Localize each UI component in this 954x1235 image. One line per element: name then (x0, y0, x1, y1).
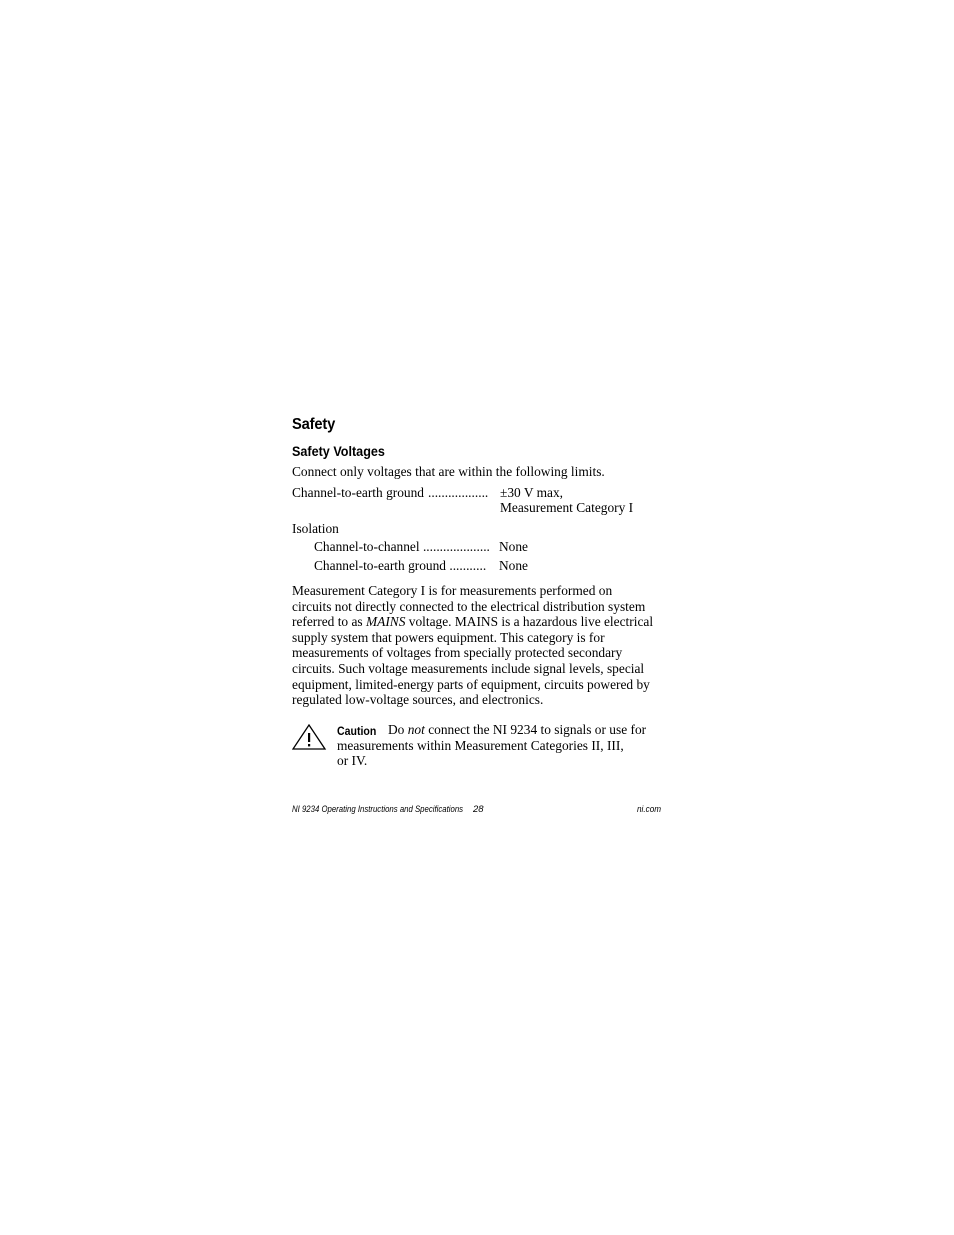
paragraph-text: voltage. MAINS is a hazardous live electrical (405, 614, 654, 630)
paragraph-line: equipment, limited-energy parts of equipment, circuits powered by (292, 676, 650, 692)
intro-text: Connect only voltages that are within the following limits. (292, 464, 605, 479)
spec-value-line2: Measurement Category I (500, 500, 634, 515)
mains-emphasis: MAINS (365, 614, 406, 630)
caution-text (337, 722, 667, 769)
caution-label: Caution (337, 724, 377, 738)
body-paragraph (292, 583, 664, 708)
section-title: Safety (292, 416, 336, 433)
subsection-title: Safety Voltages (292, 443, 385, 459)
footer-doc-title: NI 9234 Operating Instructions and Specifications (292, 804, 464, 815)
isolation-row-label: Channel-to-channel .................... (314, 539, 490, 554)
isolation-row-label: Channel-to-earth ground ........... (314, 558, 487, 573)
paragraph-line (292, 614, 664, 630)
warning-triangle-icon (292, 724, 328, 750)
paragraph-line: regulated low-voltage sources, and electronics. (292, 692, 544, 708)
spec-label: Channel-to-earth ground (292, 485, 425, 500)
paragraph-line: Measurement Category I is for measurements performed on (292, 583, 613, 598)
paragraph-line: circuits not directly connected to the electrical distribution system (292, 598, 646, 614)
isolation-heading: Isolation (292, 521, 339, 536)
caution-line: or IV. (337, 753, 368, 769)
not-emphasis: not (407, 722, 425, 737)
paragraph-line: circuits. Such voltage measurements include signal levels, special (292, 660, 645, 676)
caution-line (337, 722, 667, 738)
isolation-row-value: None (499, 558, 529, 573)
paragraph-line: supply system that powers equipment. This category is for (292, 629, 605, 645)
paragraph-text: referred to as (292, 614, 366, 630)
caution-text-part: Do (388, 722, 408, 737)
isolation-row-value: None (499, 539, 529, 554)
spec-value-line1: ±30 V max, (500, 485, 564, 500)
footer-page-number: 28 (473, 804, 484, 815)
spec-leader-dots: .................. (428, 485, 489, 500)
caution-text-part: connect the NI 9234 to signals or use for (424, 722, 647, 737)
caution-line: measurements within Measurement Categories II, III, (337, 737, 624, 753)
paragraph-line: measurements of voltages from specially protected secondary (292, 645, 623, 661)
footer-site: ni.com (637, 804, 662, 815)
